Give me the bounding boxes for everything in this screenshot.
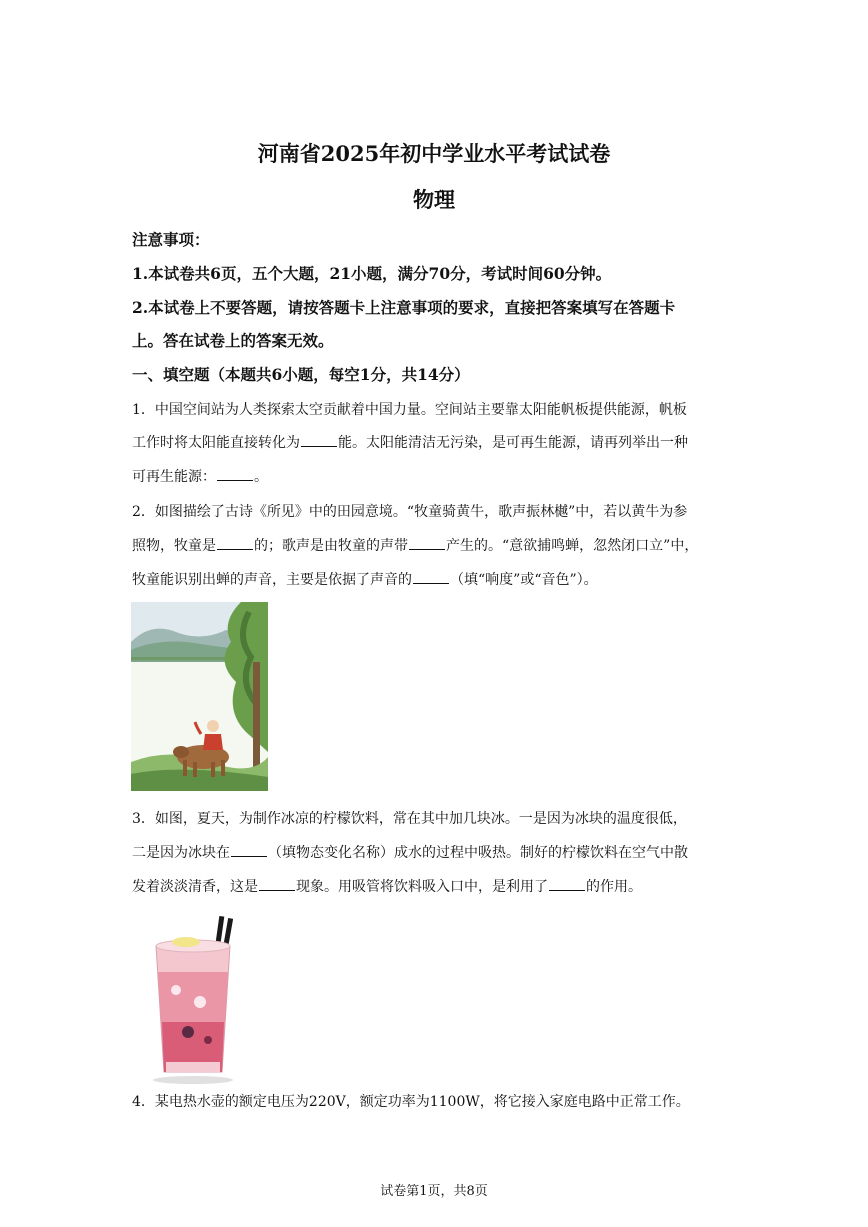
q3-text-a: 二是因为冰块在 bbox=[132, 845, 230, 861]
q3-line-1: 3．如图，夏天，为制作冰凉的柠檬饮料，常在其中加几块冰。一是因为冰块的温度很低， bbox=[132, 811, 687, 827]
answer-blank bbox=[231, 844, 267, 857]
answer-blank bbox=[413, 571, 449, 584]
notice-heading: 注意事项： bbox=[132, 230, 210, 249]
q1-line-1: 1．中国空间站为人类探索太空贡献着中国力量。空间站主要靠太阳能帆板提供能源，帆板 bbox=[132, 402, 687, 418]
lemon-drink-image bbox=[148, 912, 238, 1084]
notice-item-2-line-2: 上。答在试卷上的答案无效。 bbox=[132, 331, 334, 350]
q2-text-b: 的；歌声是由牧童的声带 bbox=[254, 538, 408, 554]
q1-text-a: 工作时将太阳能直接转化为 bbox=[132, 435, 300, 451]
answer-blank bbox=[549, 878, 585, 891]
notice-item-1: 1.本试卷共6页，五个大题，21小题，满分70分，考试时间60分钟。 bbox=[132, 264, 612, 283]
q2-line-3 bbox=[132, 569, 598, 589]
answer-blank bbox=[217, 537, 253, 550]
q3-text-e: 的作用。 bbox=[586, 879, 642, 895]
q1-text-c: 可再生能源： bbox=[132, 469, 216, 485]
q2-text-d: 牧童能识别出蝉的声音，主要是依据了声音的 bbox=[132, 572, 412, 588]
q2-line-1: 2．如图描绘了古诗《所见》中的田园意境。“牧童骑黄牛，歌声振林樾”中，若以黄牛为参 bbox=[132, 504, 688, 520]
notice-item-2-line-1: 2.本试卷上不要答题，请按答题卡上注意事项的要求，直接把答案填写在答题卡 bbox=[132, 298, 676, 317]
q2-text-a: 照物，牧童是 bbox=[132, 538, 216, 554]
q3-line-3 bbox=[132, 876, 642, 896]
q3-text-b: （填物态变化名称）成水的过程中吸热。制好的柠檬饮料在空气中散 bbox=[268, 845, 688, 861]
q1-text-d: 。 bbox=[254, 469, 268, 485]
answer-blank bbox=[301, 434, 337, 447]
answer-blank bbox=[259, 878, 295, 891]
q3-line-2 bbox=[132, 842, 688, 862]
q2-text-e: （填“响度”或“音色”）。 bbox=[450, 572, 598, 588]
answer-blank bbox=[217, 468, 253, 481]
q3-text-d: 现象。用吸管将饮料吸入口中，是利用了 bbox=[296, 879, 548, 895]
page-footer: 试卷第1页，共8页 bbox=[380, 1184, 488, 1199]
exam-title: 河南省2025年初中学业水平考试试卷 bbox=[257, 141, 611, 166]
pastoral-painting-image bbox=[131, 602, 268, 791]
section-1-heading: 一、填空题（本题共6小题，每空1分，共14分） bbox=[132, 365, 470, 384]
subject-title: 物理 bbox=[413, 187, 455, 212]
q2-line-2 bbox=[132, 535, 698, 555]
q2-text-c: 产生的。“意欲捕鸣蝉，忽然闭口立”中， bbox=[446, 538, 699, 554]
q4-line-1: 4．某电热水壶的额定电压为220V，额定功率为1100W，将它接入家庭电路中正常工作。 bbox=[132, 1094, 690, 1110]
q1-text-b: 能。太阳能清洁无污染，是可再生能源，请再列举出一种 bbox=[338, 435, 688, 451]
q3-text-c: 发着淡淡清香，这是 bbox=[132, 879, 258, 895]
q1-line-2 bbox=[132, 432, 688, 452]
answer-blank bbox=[409, 537, 445, 550]
q1-line-3 bbox=[132, 466, 268, 486]
